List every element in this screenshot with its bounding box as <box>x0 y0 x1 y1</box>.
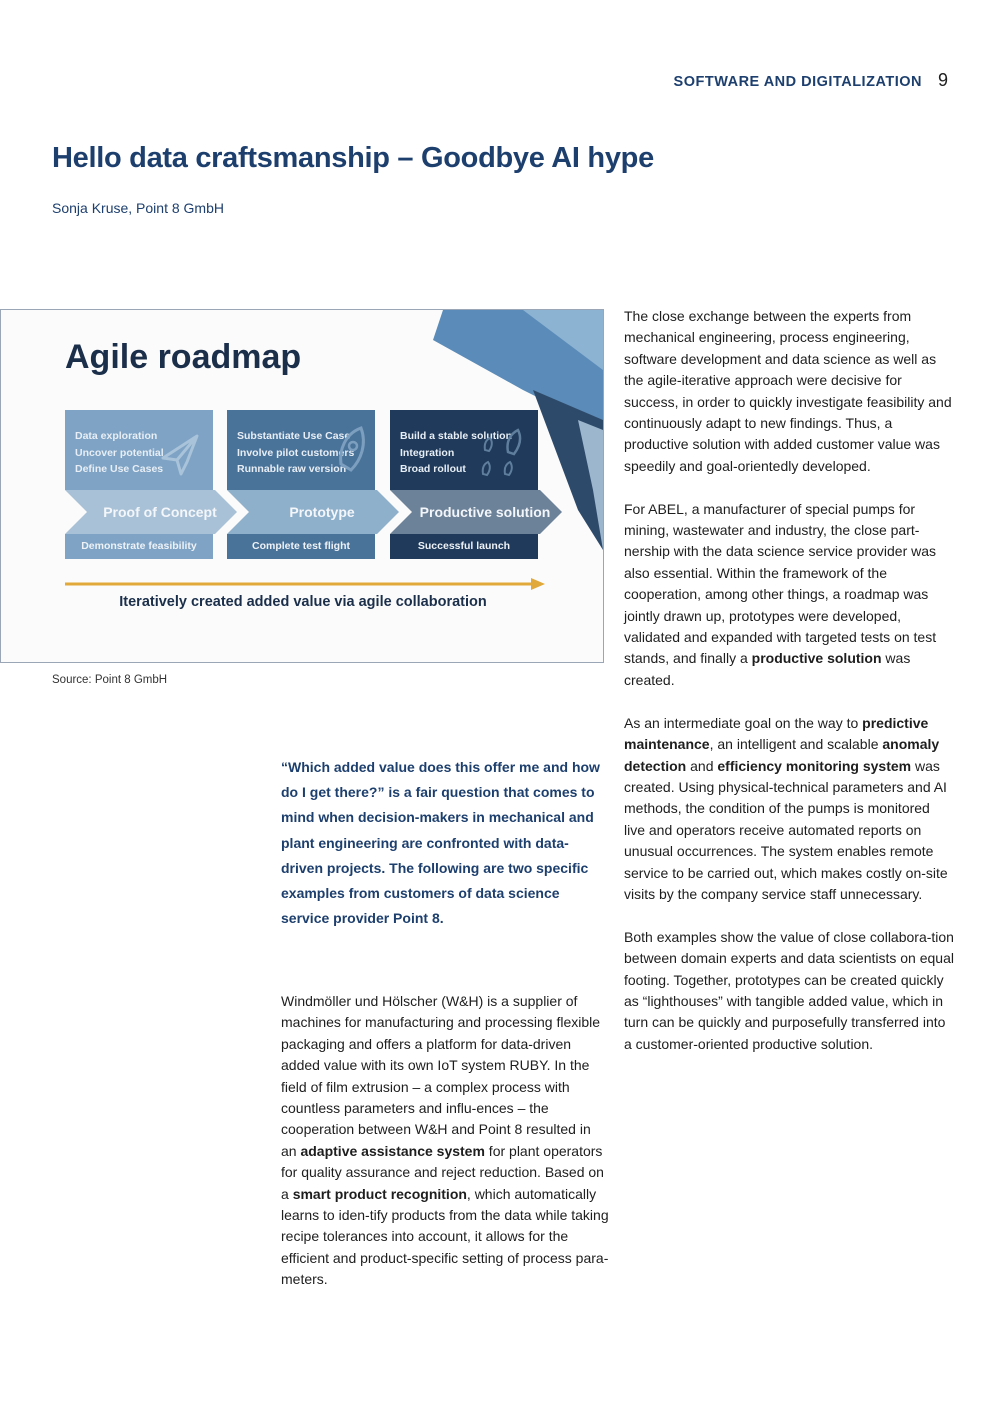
activity: Define Use Cases <box>75 463 164 475</box>
emphasis: productive solution <box>751 650 882 667</box>
stage-name: Proof of Concept <box>103 504 217 520</box>
stage-activities-box <box>227 410 375 490</box>
emphasis: smart product recognition <box>292 1185 467 1202</box>
activity: Integration <box>400 446 455 459</box>
body-paragraph: Both examples show the value of close collabora-tion between domain experts and data scientists on equal footing. Together, prototypes can be created quickly as “lighthouses” with tangible added value, which in turn can be quickly and purposefully transferred into a customer-oriented productive solution. <box>624 928 954 1052</box>
stage-name: Prototype <box>289 504 355 520</box>
activity: Involve pilot customers <box>237 446 355 459</box>
progress-arrow <box>65 578 545 590</box>
arrow-caption: Iteratively created added value via agile collaboration <box>119 594 487 610</box>
running-header <box>674 70 948 91</box>
text-run: was created. Using physical-technical parameters and AI methods, the condition of the pumps is monitored live and operators receive automated reports on unusual occurrences. The system enables remote service to be carried out, which makes costly on-site visits by the company service staff unnecessary. <box>624 757 948 902</box>
stage-outcome: Demonstrate feasibility <box>65 534 213 559</box>
text-run: and <box>686 757 718 774</box>
stage-activities-box <box>65 410 213 490</box>
emphasis: adaptive assistance system <box>300 1142 485 1159</box>
stage-activities <box>75 428 164 478</box>
rocket-icon <box>331 424 371 480</box>
activity: Data exploration <box>75 430 158 442</box>
activity: Uncover potential <box>75 446 164 459</box>
stage-activities-box <box>390 410 538 490</box>
body-paragraph <box>624 499 954 692</box>
body-paragraph <box>624 713 954 906</box>
body-paragraph <box>281 991 609 1291</box>
stage-outcome: Successful launch <box>390 534 538 559</box>
emphasis: predictive maintenance <box>624 714 929 753</box>
right-column <box>624 306 954 1077</box>
activity: Substantiate Use Case <box>237 430 351 442</box>
text-run: , an intelligent and scalable <box>709 736 883 753</box>
body-paragraph: The close exchange between the experts from mechanical engineering, process engineering, software development and data science as well as the agile-iterative approach were decisive for success, in order to quickly investigate feasibility and continuously adapt to new findings. Thus, a productive solution with added customer value was speedily and goal-orientedly developed. <box>624 308 952 474</box>
rockets-icon <box>474 426 530 482</box>
emphasis: efficiency monitoring system <box>717 757 912 774</box>
activity: Broad rollout <box>400 463 466 475</box>
text-run: For ABEL, a manufacturer of special pumps for mining, wastewater and industry, the close part-nership with the data science service provider was also essential. Within the framework of the cooperation, among other things, a roadmap was jointly drawn up, prototypes were developed, validated and expanded with targeted tests on test stands, and finally a <box>624 500 937 667</box>
article-byline: Sonja Kruse, Point 8 GmbH <box>52 200 224 216</box>
figure-source: Source: Point 8 GmbH <box>52 674 168 686</box>
text-run: was created. <box>624 650 911 688</box>
stage-prototype <box>227 410 375 564</box>
activity: Runnable raw version <box>237 463 347 475</box>
emphasis: anomaly detection <box>624 736 940 774</box>
text-run: for plant operators for quality assurance and reject reduction. Based on a <box>281 1142 604 1202</box>
text-run: As an intermediate goal on the way to <box>624 714 863 731</box>
paper-plane-icon <box>157 432 203 478</box>
stage-name: Productive solution <box>419 504 551 520</box>
agile-roadmap-figure <box>0 309 604 663</box>
lead-paragraph: “Which added value does this offer me and how do I get there?” is a fair question that comes to mind when decision-makers in mechanical and plant engineering are confronted with data-driven projects. The following are two specific examples from customers of data science service provider Point 8. <box>281 759 600 927</box>
text-run: , which automatically learns to iden-tify products from the data while taking recipe tolerances into account, it allows for the efficient and product-specific setting of process para-meters. <box>281 1185 609 1288</box>
stage-productive-solution <box>390 410 551 564</box>
text-run: Windmöller und Hölscher (W&H) is a supplier of machines for manufacturing and processing flexible packaging and offers a platform for data-driven added value with its own IoT system RUBY. In the field of film extrusion – a complex process with countless parameters and influ-ences – the cooperation between W&H and Point 8 resulted in an <box>281 993 601 1159</box>
page-number: 9 <box>937 70 948 90</box>
middle-column <box>281 991 609 1312</box>
article-title: Hello data craftsmanship – Goodbye AI hype <box>52 142 654 174</box>
section-title: SOFTWARE AND DIGITALIZATION <box>673 74 922 90</box>
figure-title: Agile roadmap <box>65 338 302 376</box>
stage-proof-of-concept <box>65 410 217 564</box>
activity: Build a stable solution <box>400 430 513 442</box>
stage-outcome: Complete test flight <box>227 534 375 559</box>
